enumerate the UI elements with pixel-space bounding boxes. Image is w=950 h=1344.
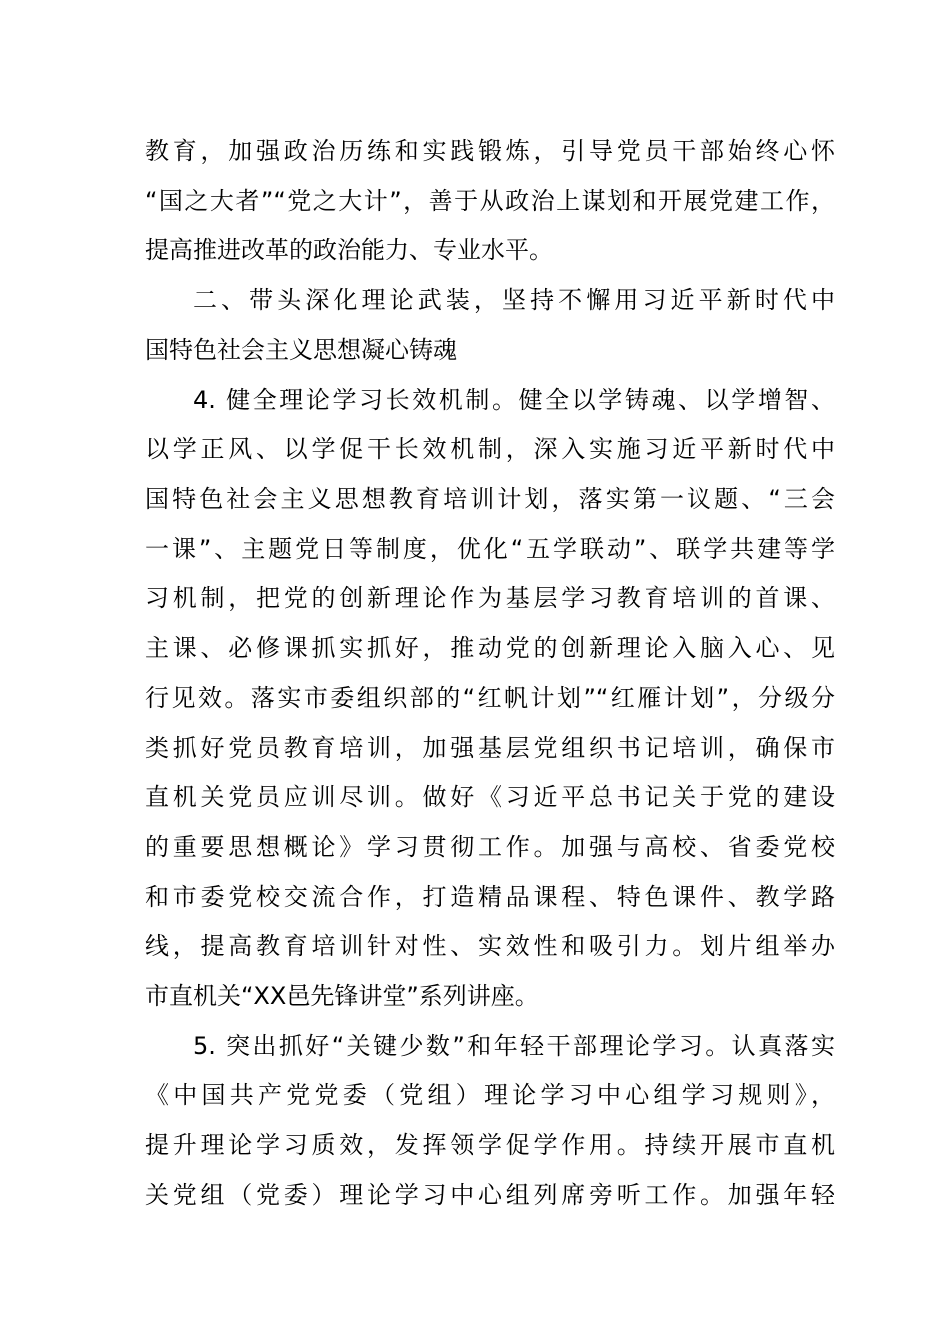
text-line: 提升理论学习质效，发挥领学促学作用。持续开展市直机 <box>145 1131 835 1159</box>
text-line: 市直机关“XX邑先锋讲堂”系列讲座。 <box>145 982 539 1010</box>
text-line: 4. 健全理论学习长效机制。健全以学铸魂、以学增智、 <box>193 386 835 414</box>
section-heading-line: 国特色社会主义思想凝心铸魂 <box>145 336 457 364</box>
text-line: 关党组（党委）理论学习中心组列席旁听工作。加强年轻 <box>145 1181 835 1209</box>
section-heading-line: 二、带头深化理论武装，坚持不懈用习近平新时代中 <box>193 286 835 314</box>
text-line: 习机制，把党的创新理论作为基层学习教育培训的首课、 <box>145 584 835 612</box>
text-line: 线，提高教育培训针对性、实效性和吸引力。划片组举办 <box>145 932 835 960</box>
text-line: 和市委党校交流合作，打造精品课程、特色课件、教学路 <box>145 883 835 911</box>
text-line: 国特色社会主义思想教育培训计划，落实第一议题、“三会 <box>145 485 835 513</box>
text-line: 直机关党员应训尽训。做好《习近平总书记关于党的建设 <box>145 783 835 811</box>
text-line: 以学正风、以学促干长效机制，深入实施习近平新时代中 <box>145 435 835 463</box>
text-line: 主课、必修课抓实抓好，推动党的创新理论入脑入心、见 <box>145 634 835 662</box>
text-line: 的重要思想概论》学习贯彻工作。加强与高校、省委党校 <box>145 833 835 861</box>
text-line: 类抓好党员教育培训，加强基层党组织书记培训，确保市 <box>145 734 835 762</box>
text-line: 提高推进改革的政治能力、专业水平。 <box>145 236 553 264</box>
text-line: 教育，加强政治历练和实践锻炼，引导党员干部始终心怀 <box>145 137 835 165</box>
text-line: “国之大者”“党之大计”，善于从政治上谋划和开展党建工作， <box>145 187 835 215</box>
text-line: 一课”、主题党日等制度，优化“五学联动”、联学共建等学 <box>145 535 835 563</box>
text-line: 行见效。落实市委组织部的“红帆计划”“红雁计划”，分级分 <box>145 684 835 712</box>
text-line: 《中国共产党党委（党组）理论学习中心组学习规则》， <box>145 1081 835 1109</box>
text-line: 5. 突出抓好“关键少数”和年轻干部理论学习。认真落实 <box>193 1032 835 1060</box>
